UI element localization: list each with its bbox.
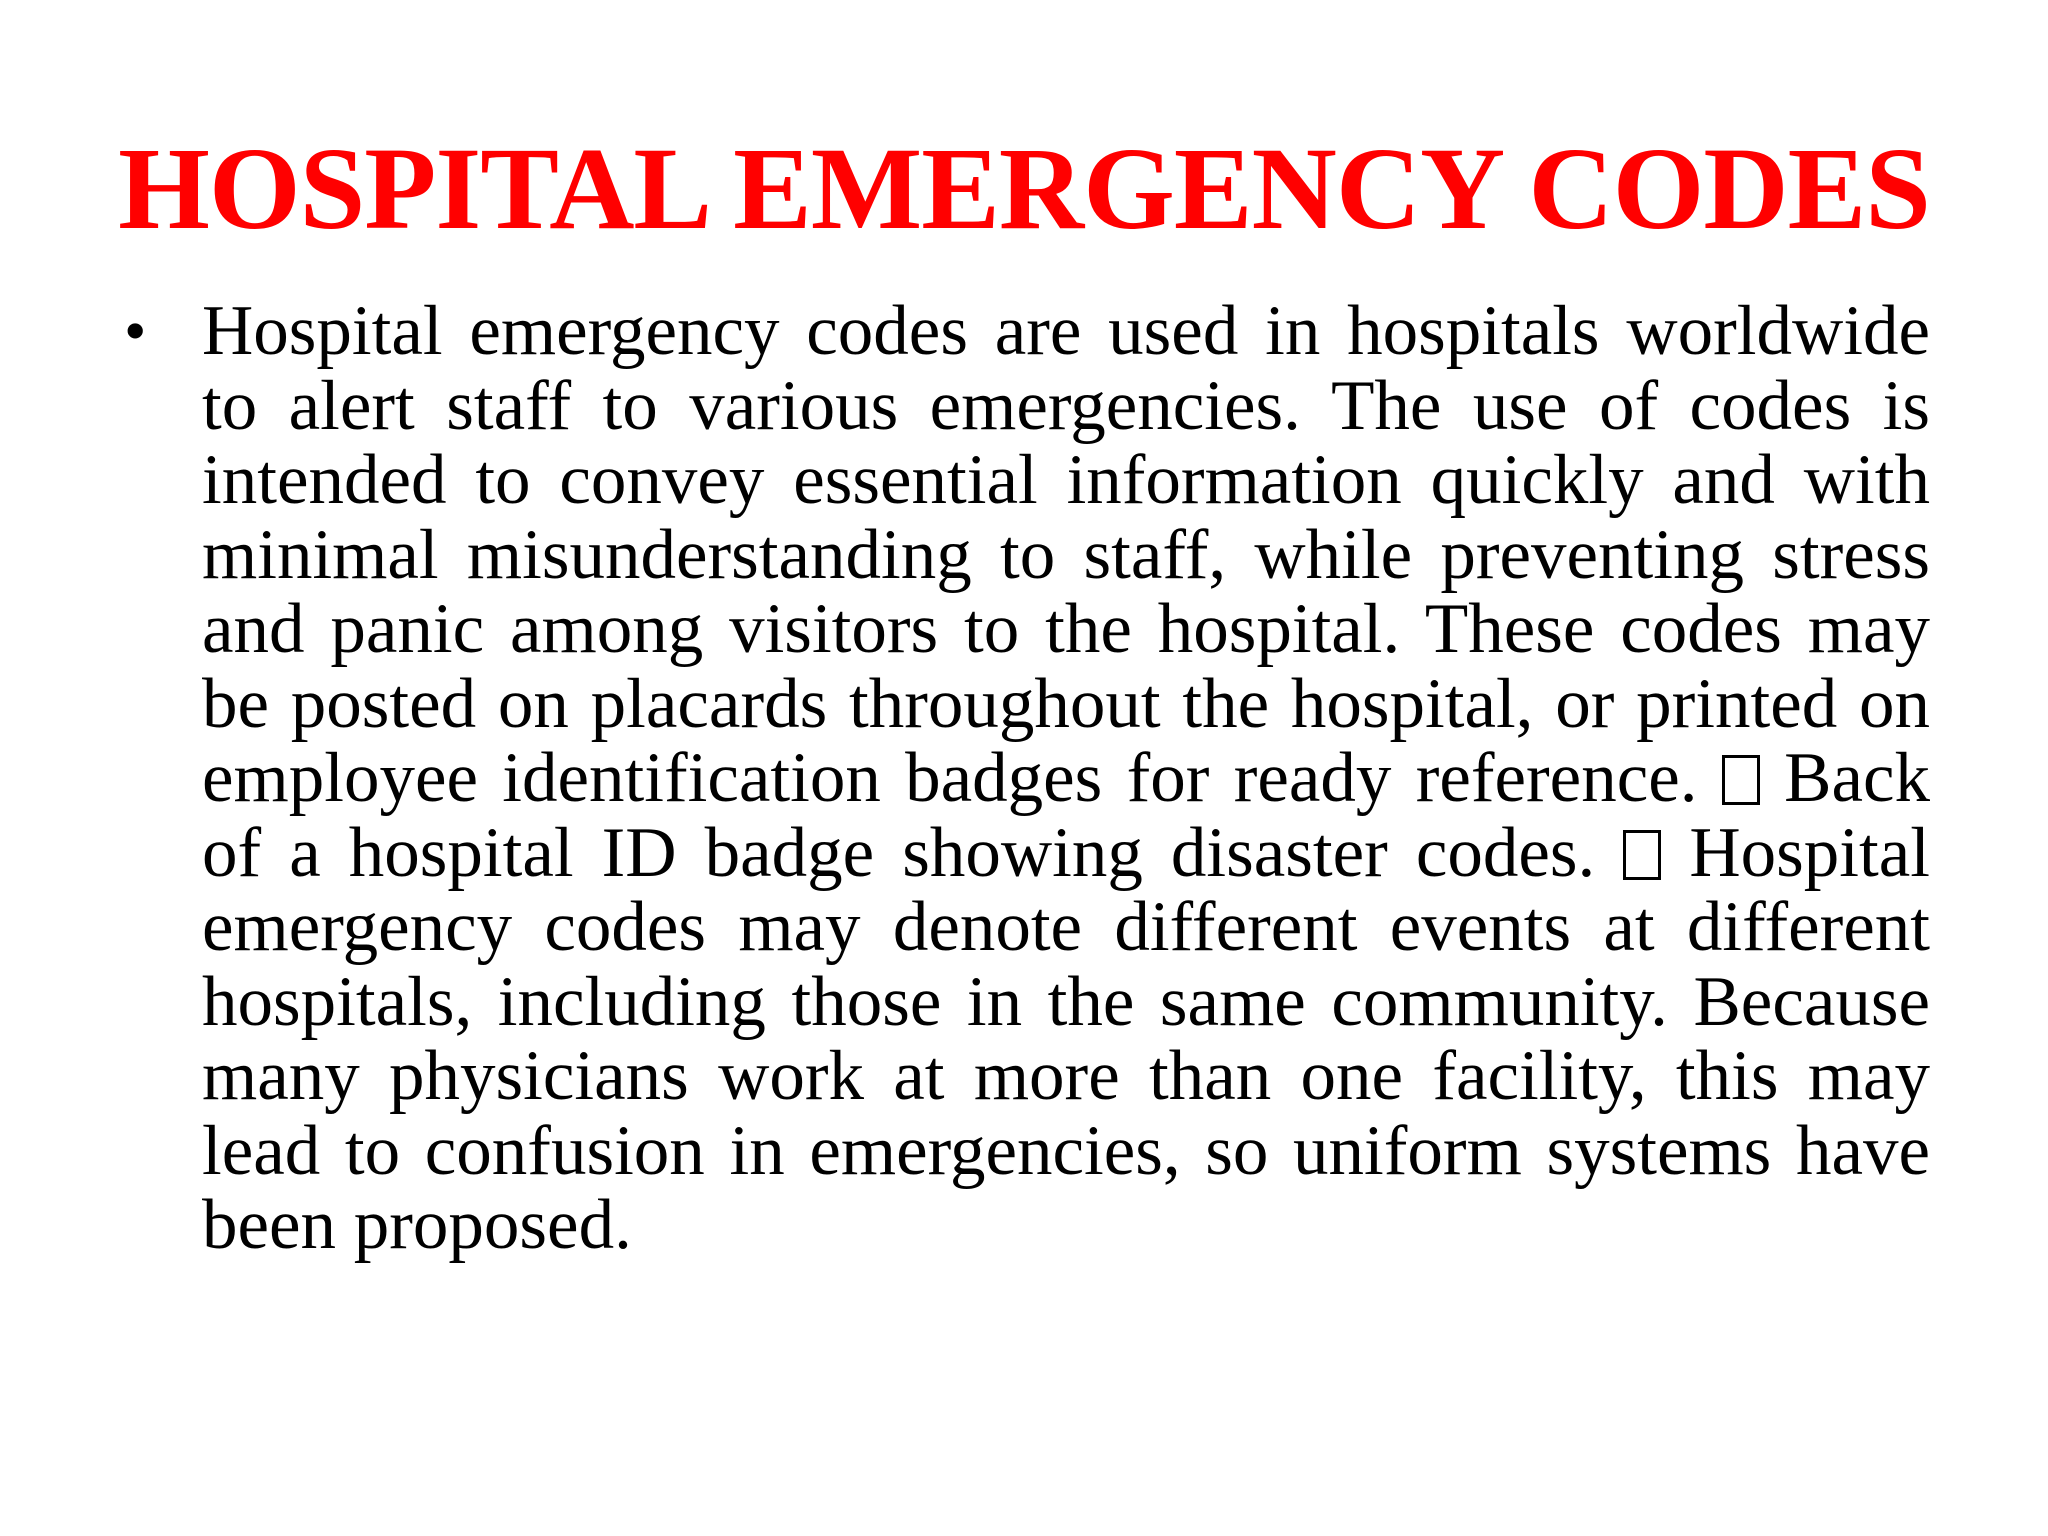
bullet-item [120,294,1930,1263]
missing-glyph-box-icon [1722,755,1760,805]
slide-title: HOSPITAL EMERGENCY CODES [118,123,1930,254]
bullet-dot-icon: • [124,295,147,366]
body-text-part-1: Hospital emergency codes are used in hospitals worldwide to alert staff to various emergencies. The use of codes is intended to convey essential information quickly and with minimal misunderstanding to staff, while preventing stress and panic among visitors to the hospital. These codes may be posted on placards throughout the hospital, or printed on employee identification badges for ready reference. [202,292,1930,817]
body-text-part-2: Back of a hospital ID badge showing disaster codes. [202,739,1930,892]
bullet-list [120,294,1930,1263]
body-text-part-3: Hospital emergency codes may denote different events at different hospitals, including those in the same community. Because many physicians work at more than one facility, this may lead to confusion in emergencies, so uniform systems have been proposed. [202,813,1931,1264]
missing-glyph-box-icon [1623,830,1661,880]
